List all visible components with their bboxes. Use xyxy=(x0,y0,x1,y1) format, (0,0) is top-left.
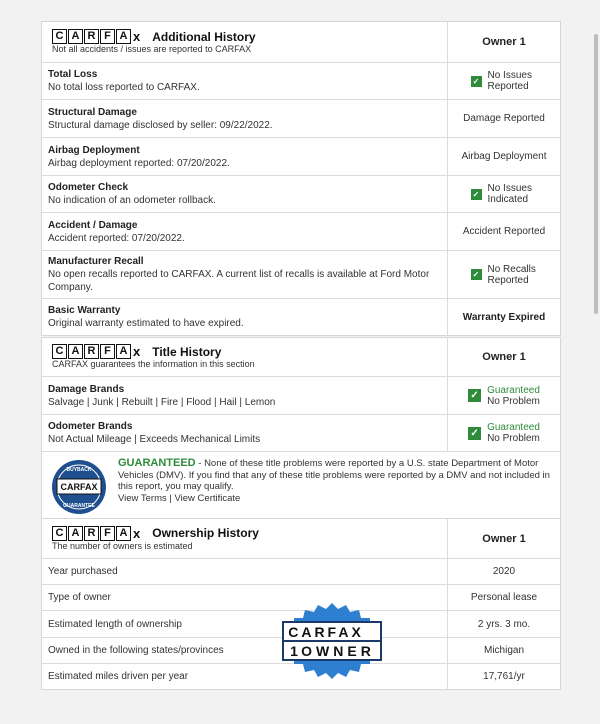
history-row: Basic Warranty Original warranty estimated to have expired. Warranty Expired xyxy=(42,298,560,335)
history-row: Manufacturer Recall No open recalls reported to CARFAX. A current list of recalls is available at Ford Motor Company. ✓ No Recalls Reported xyxy=(42,250,560,298)
view-certificate-link[interactable]: View Certificate xyxy=(174,492,241,504)
section-subtitle: Not all accidents / issues are reported to CARFAX xyxy=(52,44,252,54)
status-text: No Issues Indicated xyxy=(487,183,532,205)
title-history-card xyxy=(41,337,561,522)
badge-word: OWNER xyxy=(301,643,375,659)
title-row: Odometer Brands Not Actual Mileage | Exceeds Mechanical Limits ✓ Guaranteed No Problem xyxy=(42,414,560,451)
section-title: Ownership History xyxy=(152,526,259,540)
badge-brand: CARFAX xyxy=(288,624,364,640)
check-icon: ✓ xyxy=(471,76,482,87)
check-icon: ✓ xyxy=(471,189,482,200)
section-subtitle: CARFAX guarantees the information in this section xyxy=(52,359,255,369)
carfax-1-owner-badge xyxy=(276,601,388,681)
title-history-header xyxy=(42,338,560,376)
view-terms-link[interactable]: View Terms xyxy=(118,492,167,504)
additional-history-card xyxy=(41,21,561,336)
status-text: Damage Reported xyxy=(463,113,545,124)
title-row: Damage Brands Salvage | Junk | Rebuilt | Fire | Flood | Hail | Lemon ✓ Guaranteed No Problem xyxy=(42,376,560,414)
status-text: No Recalls Reported xyxy=(487,263,536,286)
additional-history-header xyxy=(42,22,560,62)
section-title: Title History xyxy=(152,344,222,359)
ownership-history-header xyxy=(42,519,560,558)
check-icon: ✓ xyxy=(468,389,481,402)
guarantee-box: CARFAX BUYBACK GUARANTEE GUARANTEED - None of these title problems were reported by a U.S. state Department of Motor Vehicles (DMV). If you find that any of these title problems were reported by a DMV and not included in this report, you may qualify. View Terms | View Certificate xyxy=(42,451,560,521)
ownership-row: Type of owner Personal lease xyxy=(42,584,560,610)
status-text: Warranty Expired xyxy=(462,311,546,323)
carfax-logo: C A R F A x xyxy=(52,526,140,541)
status-text: Accident Reported xyxy=(462,226,546,237)
owner-column-header: Owner 1 xyxy=(482,36,526,48)
carfax-logo: C A R F A x xyxy=(52,344,140,359)
history-row: Odometer Check No indication of an odometer rollback. ✓ No Issues Indicated xyxy=(42,175,560,212)
history-row: Total Loss No total loss reported to CARFAX. ✓ No Issues Reported xyxy=(42,62,560,99)
guarantee-heading: GUARANTEED xyxy=(118,457,196,469)
owner-column-header: Owner 1 xyxy=(482,351,526,363)
owner-column-header: Owner 1 xyxy=(482,532,526,545)
scrollbar[interactable] xyxy=(594,34,598,314)
svg-text:BUYBACK: BUYBACK xyxy=(66,467,92,473)
ownership-row: Estimated miles driven per year 17,761/yr xyxy=(42,663,560,689)
check-icon: ✓ xyxy=(471,269,482,280)
ownership-row: Estimated length of ownership 2 yrs. 3 mo. xyxy=(42,610,560,637)
history-row: Airbag Deployment Airbag deployment reported: 07/20/2022. Airbag Deployment xyxy=(42,137,560,175)
carfax-guarantee-seal xyxy=(50,458,108,516)
status-text: Airbag Deployment xyxy=(461,151,547,162)
svg-text:CARFAX: CARFAX xyxy=(60,482,98,492)
svg-text:GUARANTEE: GUARANTEE xyxy=(63,503,95,509)
section-subtitle: The number of owners is estimated xyxy=(52,540,193,551)
ownership-row: Owned in the following states/provinces Michigan xyxy=(42,637,560,663)
check-icon: ✓ xyxy=(468,427,481,440)
history-row: Accident / Damage Accident reported: 07/20/2022. Accident Reported xyxy=(42,212,560,250)
carfax-logo: C A R F A x xyxy=(52,29,140,44)
badge-number: 1 xyxy=(290,643,298,659)
status-text: No Issues Reported xyxy=(487,70,532,92)
guarantee-text: - None of these title problems were reported by a U.S. state Department of Motor Vehicles (DMV). If you find that any of these title problems were reported by a DMV and not included in this report, you may qualify. xyxy=(118,458,550,492)
history-row: Structural Damage Structural damage disclosed by seller: 09/22/2022. Damage Reported xyxy=(42,99,560,137)
ownership-row: Year purchased 2020 xyxy=(42,558,560,584)
section-title: Additional History xyxy=(152,29,256,44)
